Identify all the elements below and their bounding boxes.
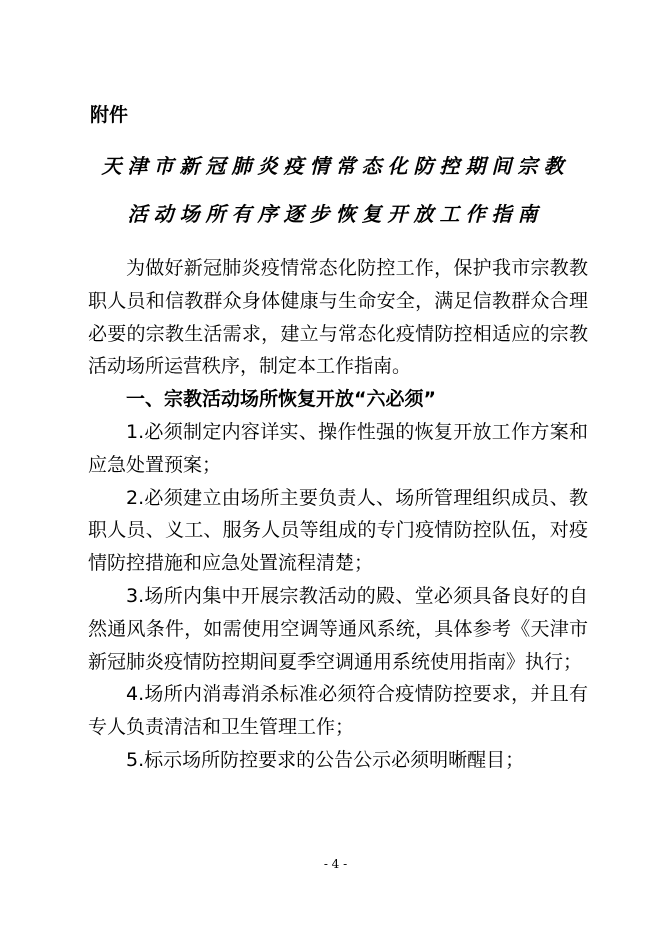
intro-paragraph: 为做好新冠肺炎疫情常态化防控工作，保护我市宗教教职人员和信教群众身体健康与生命安全，满足信教群众合理必要的宗教生活需求，建立与常态化疫情防控相适应的宗教活动场所运营秩序，制定本工作指南。 <box>88 257 588 378</box>
list-item: 2.必须建立由场所主要负责人、场所管理组织成员、教职人员、义工、服务人员等组成的专门疫情防控队伍，对疫情防控措施和应急处置流程清楚； <box>88 486 588 575</box>
list-item: 5.标示场所防控要求的公告公示必须明晰醒目； <box>126 748 525 771</box>
list-item: 1.必须制定内容详实、操作性强的恢复开放工作方案和应急处置预案； <box>88 420 588 476</box>
list-item: 4.场所内消毒消杀标准必须符合疫情防控要求，并且有专人负责清洁和卫生管理工作； <box>88 683 588 739</box>
document-title-line-1: 天津市新冠肺炎疫情常态化防控期间宗教 <box>101 154 570 178</box>
document-title-line-2: 活动场所有序逐步恢复开放工作指南 <box>127 202 544 226</box>
page-number: - 4 - <box>323 857 348 871</box>
section-heading: 一、宗教活动场所恢复开放“六必须” <box>126 388 436 411</box>
list-item: 3.场所内集中开展宗教活动的殿、堂必须具备良好的自然通风条件，如需使用空调等通风系统，具体参考《天津市新冠肺炎疫情防控期间夏季空调通用系统使用指南》执行； <box>88 584 588 673</box>
document-body <box>88 252 588 777</box>
attachment-label: 附件 <box>90 104 129 126</box>
